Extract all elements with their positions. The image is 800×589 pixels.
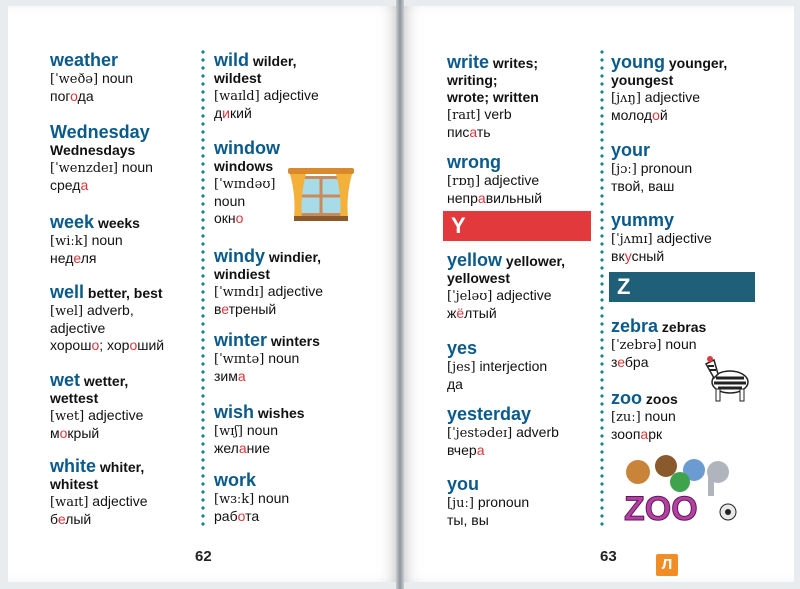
translation: погода xyxy=(50,88,94,104)
transcription: [wɜːk] xyxy=(214,492,255,507)
entry-write xyxy=(447,52,597,141)
translation: зоопарк xyxy=(611,426,663,442)
word-forms: wilder, xyxy=(252,53,297,69)
transcription: [rɒŋ] xyxy=(447,174,481,189)
part-of-speech: noun xyxy=(121,159,153,175)
part-of-speech: noun xyxy=(665,336,697,352)
headword: white xyxy=(50,456,97,476)
part-of-speech: noun xyxy=(214,193,246,209)
headword: week xyxy=(50,212,95,232)
transcription: [waɪt] xyxy=(50,495,89,510)
translation: среда xyxy=(50,177,89,193)
headword: weather xyxy=(50,50,119,70)
part-of-speech: noun xyxy=(268,350,300,366)
headword: your xyxy=(611,140,651,160)
word-forms-3: wrote; written xyxy=(447,89,539,105)
headword: you xyxy=(447,474,480,494)
word-forms: windier, xyxy=(268,249,322,265)
entry-yummy xyxy=(611,210,761,265)
word-forms-2: yellowest xyxy=(447,270,511,286)
entry-you xyxy=(447,474,597,529)
transcription: [wel] xyxy=(50,304,84,319)
headword: winter xyxy=(214,330,268,350)
translation: окно xyxy=(214,210,244,226)
word-forms: writes; xyxy=(492,55,539,71)
headword: well xyxy=(50,282,85,302)
word-forms: wishes xyxy=(257,405,305,421)
word-forms: yellower, xyxy=(505,253,566,269)
entry-work xyxy=(214,470,374,525)
translation: твой, ваш xyxy=(611,178,675,194)
entry-wild xyxy=(214,50,374,122)
headword: Wednesday xyxy=(50,122,150,142)
watermark-logo: Л xyxy=(656,554,678,576)
part-of-speech-2: adjective xyxy=(50,320,106,336)
column-divider xyxy=(600,48,604,528)
entry-young xyxy=(611,52,761,124)
part-of-speech: noun xyxy=(258,490,290,506)
word-forms: weeks xyxy=(97,215,140,231)
page-number-left: 62 xyxy=(195,548,212,565)
entry-white xyxy=(50,456,200,528)
entry-week xyxy=(50,212,200,267)
part-of-speech: adjective xyxy=(263,87,319,103)
entry-wet xyxy=(50,370,200,442)
transcription: [jʌŋ] xyxy=(611,91,641,106)
translation: работа xyxy=(214,508,260,524)
part-of-speech: interjection xyxy=(479,358,548,374)
transcription: [waɪld] xyxy=(214,89,260,104)
entry-windy xyxy=(214,246,374,318)
entry-wednesday xyxy=(50,122,200,194)
entry-winter xyxy=(214,330,374,385)
zebra-illustration xyxy=(700,356,756,404)
word-forms: winters xyxy=(270,333,320,349)
headword: windy xyxy=(214,246,266,266)
word-forms-2: youngest xyxy=(611,72,674,88)
translation: писать xyxy=(447,124,491,140)
part-of-speech: noun xyxy=(246,422,279,438)
word-forms: windows xyxy=(214,158,274,174)
word-forms: younger, xyxy=(668,55,728,71)
translation: вчера xyxy=(447,442,485,458)
transcription: [ˈjestədeɪ] xyxy=(447,426,513,441)
word-forms: better, best xyxy=(87,285,163,301)
translation: вкусный xyxy=(611,248,665,264)
translation: зима xyxy=(214,368,246,384)
translation: молодой xyxy=(611,107,668,123)
headword: zebra xyxy=(611,316,659,336)
transcription: [ˈzebrə] xyxy=(611,338,662,353)
translation: неправильный xyxy=(447,190,543,206)
headword: wild xyxy=(214,50,249,70)
translation: зебра xyxy=(611,354,649,370)
transcription: [jɔː] xyxy=(611,162,637,177)
transcription: [wet] xyxy=(50,409,85,424)
entry-yesterday xyxy=(447,404,597,459)
part-of-speech: adjective xyxy=(267,283,324,299)
word-forms-2: wettest xyxy=(50,390,99,406)
entry-yes xyxy=(447,338,597,393)
entry-wish xyxy=(214,402,374,457)
word-forms-2: writing; xyxy=(447,72,498,88)
transcription: [ˈjʌmɪ] xyxy=(611,232,653,247)
letter-section-y: Y xyxy=(443,211,591,241)
part-of-speech: adjective xyxy=(644,89,701,105)
translation: неделя xyxy=(50,250,97,266)
translation: желание xyxy=(214,440,270,456)
translation: ты, вы xyxy=(447,512,489,528)
headword: yesterday xyxy=(447,404,532,424)
page-number-right: 63 xyxy=(600,548,617,565)
translation: ветреный xyxy=(214,301,277,317)
part-of-speech: adjective xyxy=(92,493,148,509)
transcription: [ˈwenzdeɪ] xyxy=(50,161,118,176)
transcription: [zuː] xyxy=(611,410,641,425)
translation: да xyxy=(447,376,463,392)
part-of-speech: noun xyxy=(91,232,123,248)
word-forms: wetter, xyxy=(83,373,129,389)
letter-section-z: Z xyxy=(609,272,755,302)
headword: write xyxy=(447,52,490,72)
headword: yellow xyxy=(447,250,503,270)
headword: wrong xyxy=(447,152,501,172)
translation: жёлтый xyxy=(447,305,497,321)
translation: хорошо; хороший xyxy=(50,337,165,353)
transcription: [ˈwɪndəʊ] xyxy=(214,177,276,192)
part-of-speech: adjective xyxy=(483,172,540,188)
translation: дикий xyxy=(214,105,252,121)
entry-wrong xyxy=(447,152,597,207)
transcription: [juː] xyxy=(447,496,474,511)
part-of-speech: adjective xyxy=(496,287,552,303)
word-forms: zebras xyxy=(661,319,707,335)
translation: белый xyxy=(50,511,92,527)
part-of-speech: adjective xyxy=(656,230,712,246)
headword: wet xyxy=(50,370,81,390)
word-forms: zoos xyxy=(645,391,678,407)
headword: window xyxy=(214,138,280,158)
entry-weather xyxy=(50,50,200,105)
part-of-speech: adverb xyxy=(516,424,559,440)
headword: zoo xyxy=(611,388,642,408)
transcription: [ˈjeləʊ] xyxy=(447,289,493,304)
transcription: [ˈweðə] xyxy=(50,72,99,87)
entry-your xyxy=(611,140,761,195)
part-of-speech: pronoun xyxy=(640,160,693,176)
transcription: [jes] xyxy=(447,360,476,375)
entry-yellow xyxy=(447,250,597,322)
transcription: [ˈwɪndɪ] xyxy=(214,285,264,300)
part-of-speech: noun xyxy=(101,70,134,86)
headword: work xyxy=(214,470,257,490)
part-of-speech: verb xyxy=(484,106,512,122)
word-forms-2: wildest xyxy=(214,70,262,86)
headword: yes xyxy=(447,338,478,358)
translation: мокрый xyxy=(50,425,100,441)
word-forms: whiter, xyxy=(99,459,145,475)
column-divider xyxy=(201,48,205,528)
transcription: [wiːk] xyxy=(50,234,88,249)
zoo-illustration xyxy=(618,448,740,524)
entry-well xyxy=(50,282,200,354)
transcription: [wɪʃ] xyxy=(214,424,243,439)
transcription: [ˈwɪntə] xyxy=(214,352,265,367)
word-forms-2: whitest xyxy=(50,476,99,492)
word-forms: Wednesdays xyxy=(50,142,136,158)
part-of-speech: pronoun xyxy=(477,494,530,510)
book-gutter xyxy=(396,0,404,589)
headword: young xyxy=(611,52,665,72)
part-of-speech: adjective xyxy=(88,407,144,423)
word-forms-2: windiest xyxy=(214,266,271,282)
window-illustration xyxy=(286,166,356,222)
entry-window xyxy=(214,138,374,227)
part-of-speech: adverb, xyxy=(87,302,134,318)
headword: yummy xyxy=(611,210,675,230)
part-of-speech: noun xyxy=(644,408,676,424)
transcription: [raɪt] xyxy=(447,108,481,123)
headword: wish xyxy=(214,402,255,422)
zoo-sign-text: ZOO xyxy=(624,490,698,524)
